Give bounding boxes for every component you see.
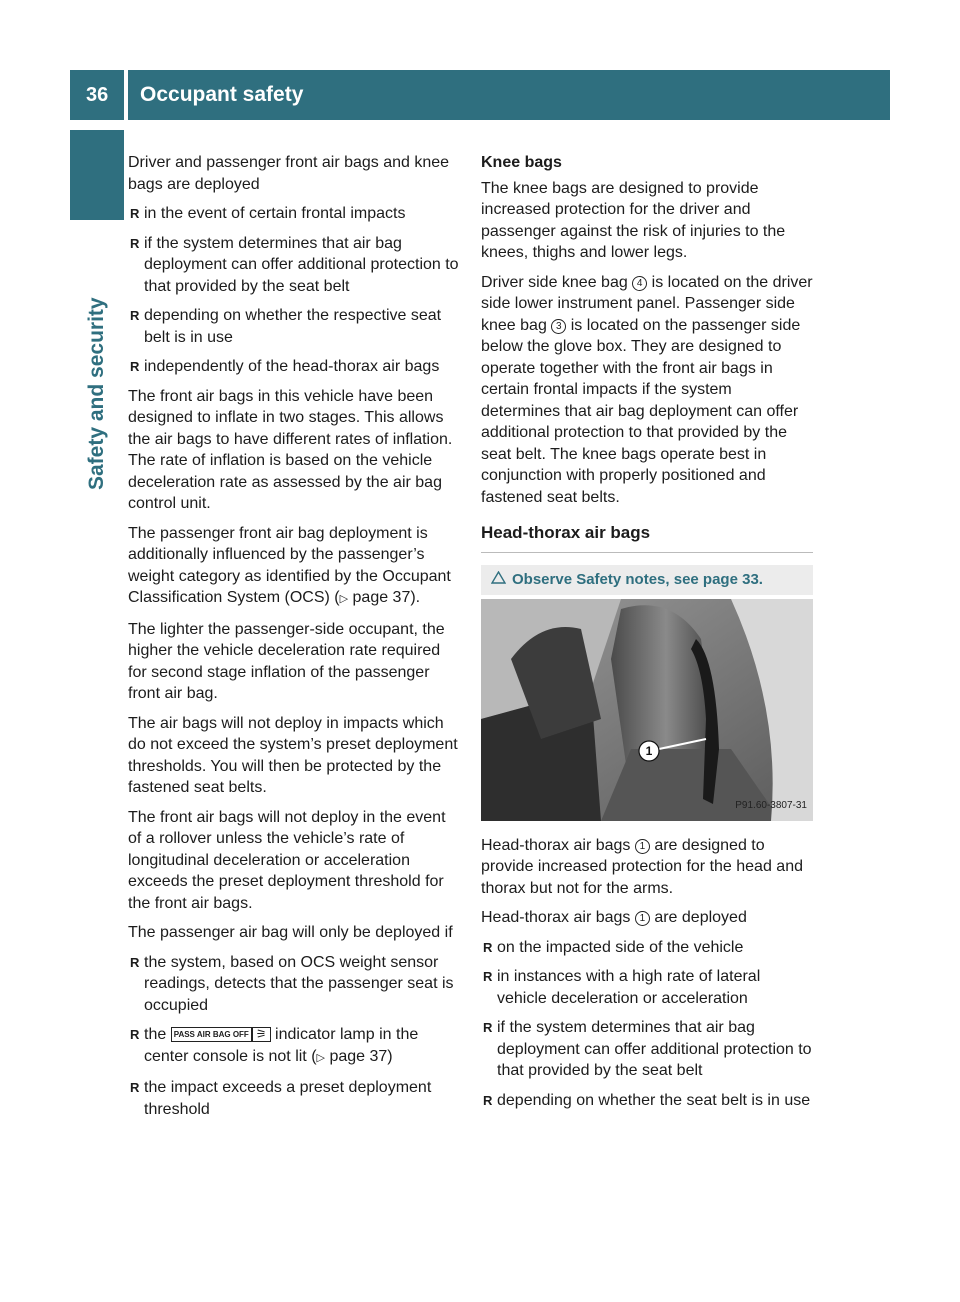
- list-item: [128, 1024, 460, 1069]
- left-column: [128, 152, 460, 1128]
- list-item: R depending on whether the respective seat belt is in use: [128, 305, 460, 348]
- paragraph-text: The passenger front air bag deployment is additionally influenced by the passenger’s weight category as identified by the Occupant Classification System (OCS) (: [128, 524, 451, 606]
- callout-number: 4: [632, 276, 647, 291]
- paragraph: Driver and passenger front air bags and knee bags are deployed: [128, 154, 450, 193]
- paragraph-text: Driver side knee bag: [481, 273, 628, 291]
- list-item: R independently of the head-thorax air bags: [128, 356, 460, 378]
- page-title: Occupant safety: [140, 83, 304, 106]
- callout-number: 3: [551, 319, 566, 334]
- paragraph-text: are designed to provide increased protection for the head and thorax but not for the arms.: [481, 836, 803, 897]
- section-tab-label: Safety and security: [85, 297, 108, 490]
- paragraph: The knee bags are designed to provide increased protection for the driver and passenger against the risk of injuries to the knees, thighs and lower legs.: [481, 179, 786, 261]
- callout-number: 1: [635, 839, 650, 854]
- callout-number: 1: [635, 911, 650, 926]
- header-separator: [124, 70, 128, 120]
- warning-triangle-icon: [491, 565, 506, 595]
- list-item: R in the event of certain frontal impacts: [128, 203, 460, 225]
- section-heading: Head-thorax air bags: [481, 522, 813, 553]
- list-text: indicator lamp in the center console is not lit (: [144, 1026, 419, 1065]
- warning-text: Observe Safety notes, see page 33.: [512, 570, 763, 588]
- section-tab-block: [70, 130, 124, 220]
- paragraph: The lighter the passenger-side occupant, the higher the vehicle deceleration rate required for second stage inflation of the passenger front air bag.: [128, 620, 445, 702]
- photo-callout: 1: [645, 743, 653, 758]
- list-item: R the system, based on OCS weight sensor readings, detects that the passenger seat is occupied: [128, 952, 460, 1017]
- right-column: [481, 152, 813, 1119]
- page-ref-link[interactable]: page 37): [329, 1047, 393, 1065]
- list-item: R depending on whether the seat belt is in use: [481, 1090, 813, 1112]
- paragraph: The passenger air bag will only be deployed if: [128, 924, 453, 941]
- paragraph: The front air bags in this vehicle have been designed to inflate in two stages. This allows the air bags to have different rates of inflation. The rate of inflation is based on the vehicle deceleration rate as assessed by the air bag control unit.: [128, 387, 453, 512]
- paragraph: The air bags will not deploy in impacts which do not exceed the system’s preset deployment thresholds. You will then be protected by the fastened seat belts.: [128, 714, 458, 796]
- paragraph: The front air bags will not deploy in the event of a rollover unless the vehicle’s rate of longitudinal deceleration or acceleration exceeds the preset deployment threshold for the front air bags.: [128, 808, 446, 912]
- list-item: R the impact exceeds a preset deployment threshold: [128, 1077, 460, 1120]
- passenger-airbag-off-icon: ⚞: [252, 1027, 271, 1042]
- subheading-knee-bags: Knee bags: [481, 154, 562, 171]
- paragraph-text: Head-thorax air bags: [481, 836, 631, 854]
- head-thorax-airbag-photo: [481, 599, 813, 821]
- paragraph: [481, 907, 813, 929]
- page-ref-arrow-icon: ▷: [316, 1051, 325, 1064]
- list-text: the: [144, 1026, 167, 1043]
- list-item: R if the system determines that air bag deployment can offer additional protection to that provided by the seat belt: [481, 1017, 813, 1082]
- list-item: R in instances with a high rate of lateral vehicle deceleration or acceleration: [481, 966, 813, 1009]
- paragraph-text: are deployed: [654, 909, 747, 926]
- paragraph-text: is located on the passenger side below the glove box. They are designed to operate together with the front air bags in certain frontal impacts if the system determines that air bag deployment can offer additional protection to that provided by the seat belt. The knee bags operate best in conjunction with properly positioned and fastened seat belts.: [481, 316, 801, 506]
- paragraph: [128, 523, 460, 611]
- paragraph: [481, 272, 813, 509]
- pass-air-bag-off-indicator: PASS AIR BAG OFF: [171, 1027, 252, 1042]
- section-tab: [70, 230, 124, 530]
- photo-reference-code: P91.60-3807-31: [735, 800, 807, 811]
- page-number: 36: [86, 84, 109, 106]
- paragraph-text: is located on the driver side lower instrument panel. Passenger side knee bag: [481, 273, 813, 334]
- paragraph-text: Head-thorax air bags: [481, 909, 631, 926]
- paragraph: [481, 835, 813, 900]
- seat-illustration: [481, 599, 813, 821]
- page-ref-link[interactable]: page 37).: [352, 589, 421, 606]
- list-item: R if the system determines that air bag deployment can offer additional protection to that provided by the seat belt: [128, 233, 460, 298]
- list-item: R on the impacted side of the vehicle: [481, 937, 813, 959]
- warning-box: [481, 565, 813, 595]
- page-ref-arrow-icon: ▷: [339, 593, 349, 605]
